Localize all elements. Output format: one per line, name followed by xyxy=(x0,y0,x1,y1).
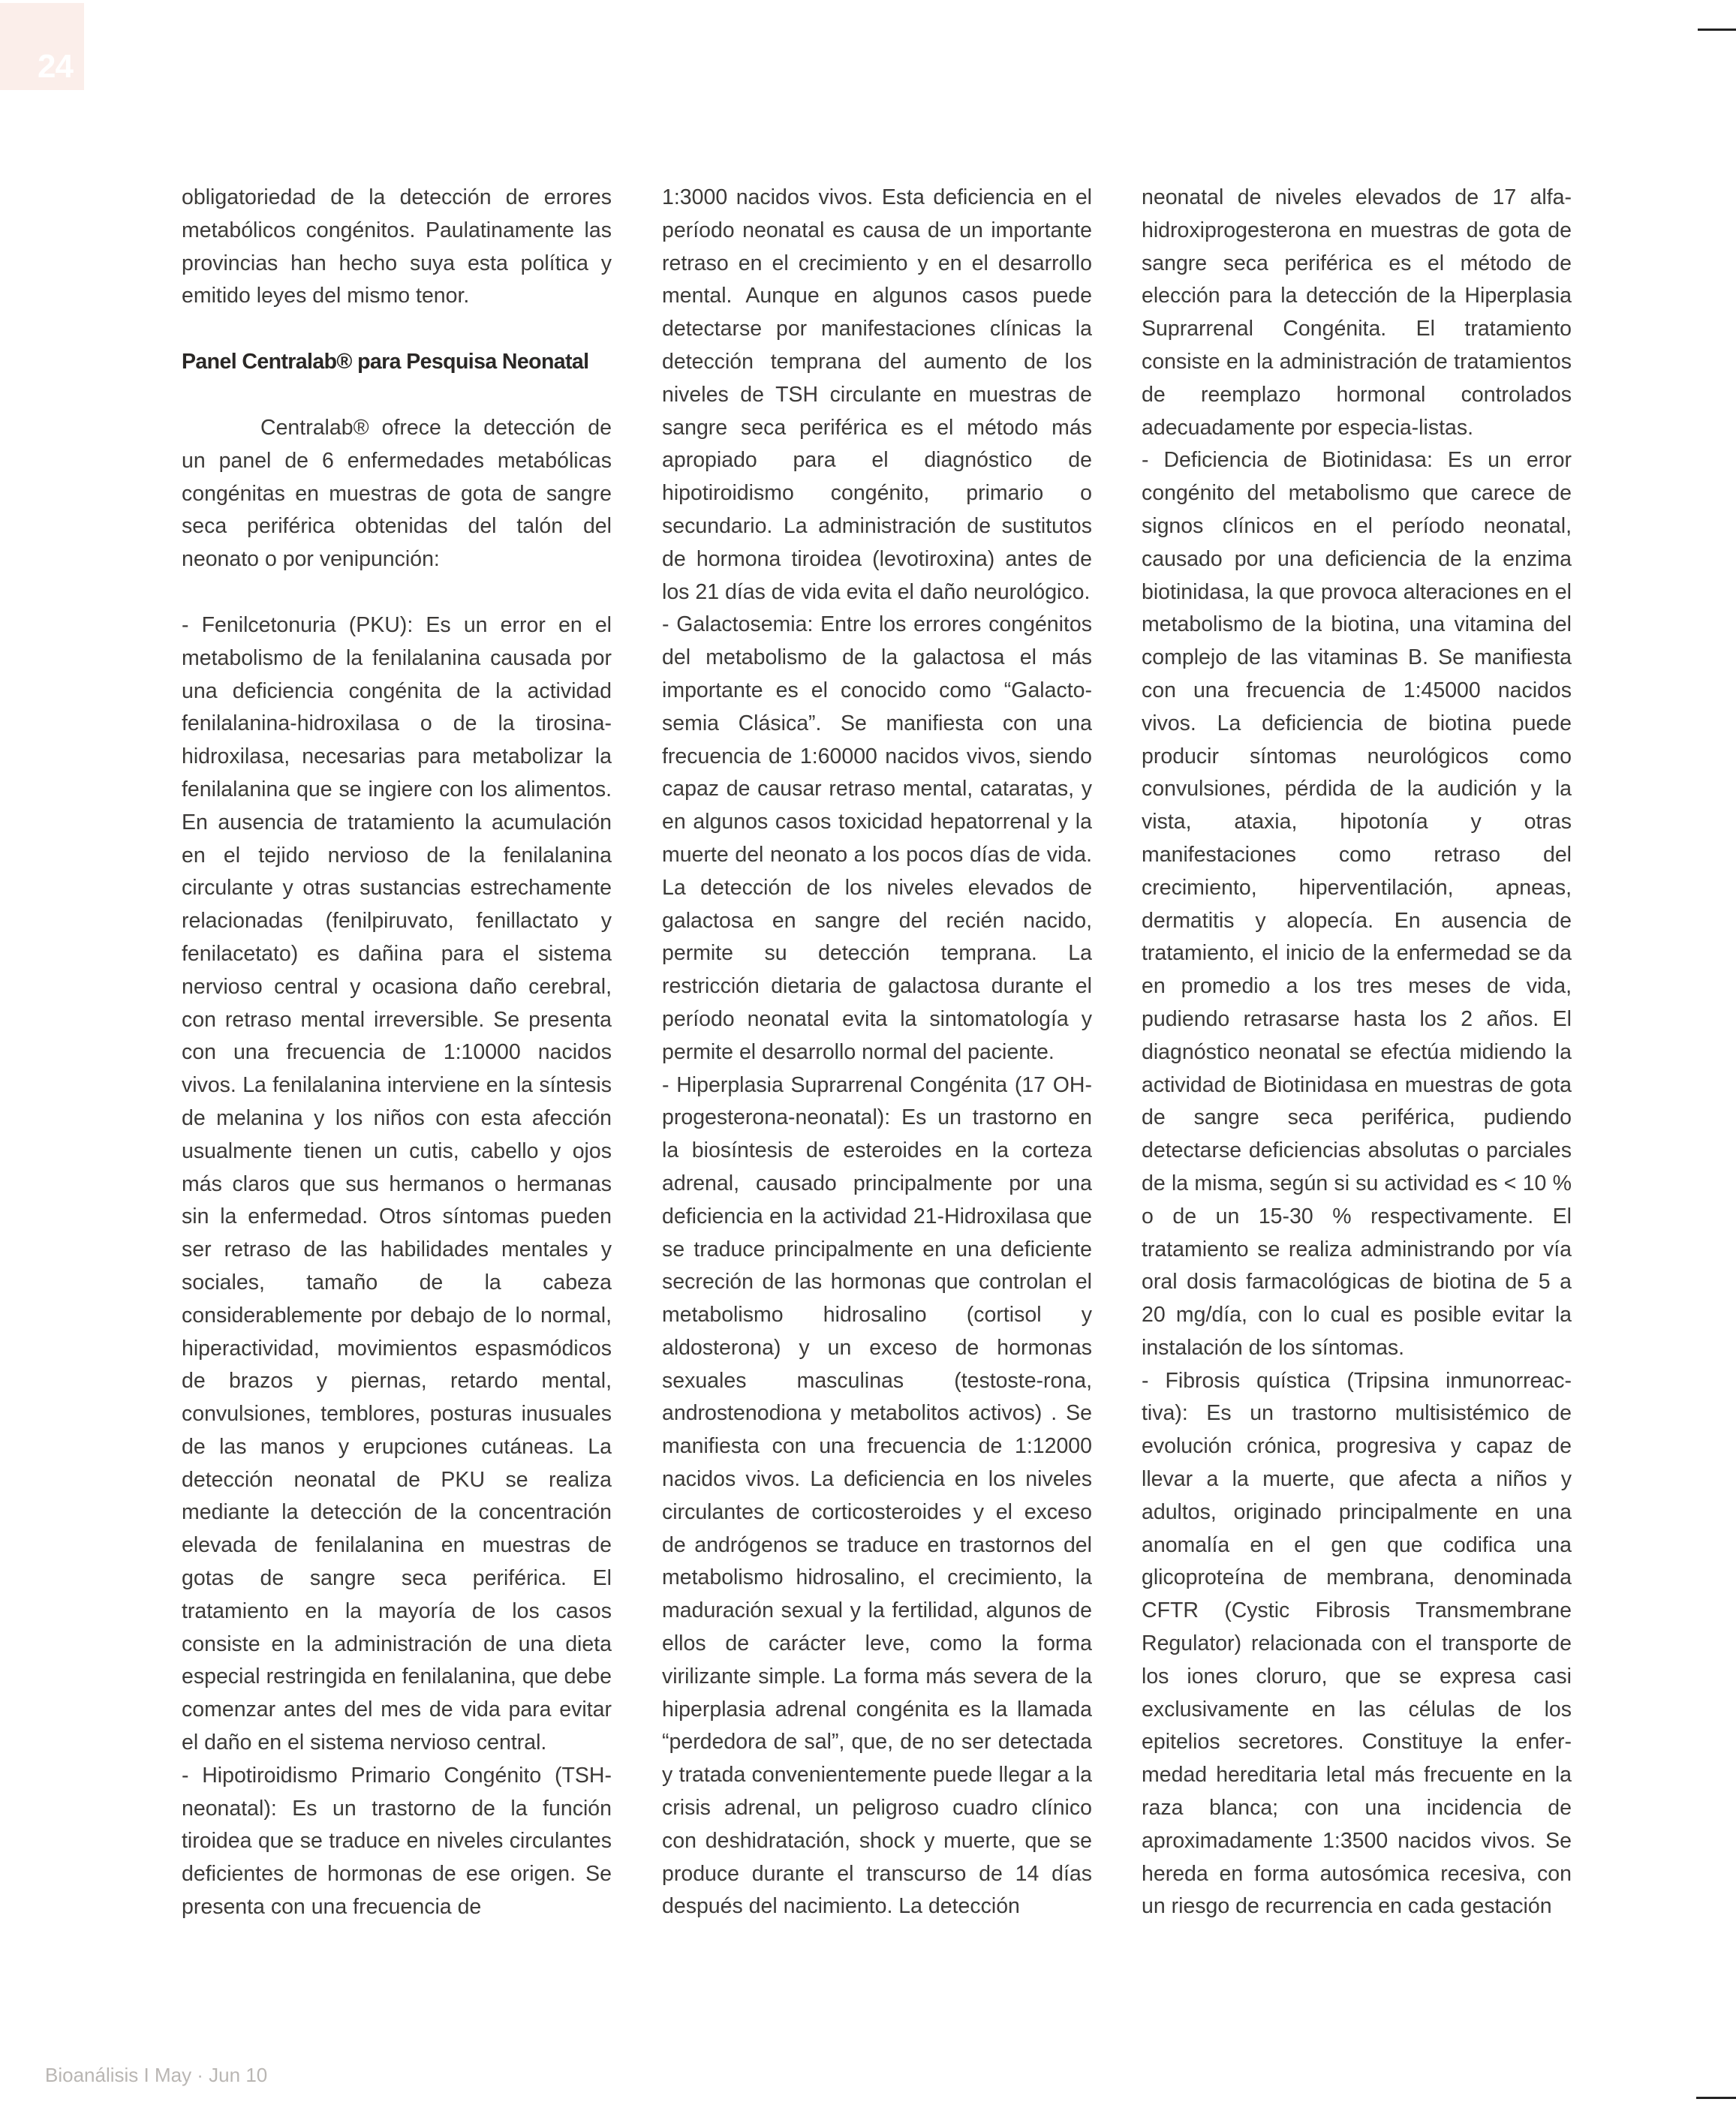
bottom-right-rule xyxy=(1696,2097,1736,2099)
paragraph: 1:3000 nacidos vivos. Esta deficiencia en el período neonatal es causa de un importante retraso en el crecimiento y en el desarrollo mental. Aunque en algunos casos puede detectarse por manifestaciones clínicas la detección temprana del aumento de los niveles de TSH circulante en muestras de sangre seca periférica es el método más apropiado para el diagnóstico de hipotiroidismo congénito, primario o secundario. La administración de sustitutos de hormona tiroidea (levotiroxina) antes de los 21 días de vida evita el daño neurológico. xyxy=(662,185,1092,604)
article-column-1 xyxy=(182,182,612,1924)
paragraph-hiperplasia: - Hiperplasia Suprarrenal Congénita (17 OH-progesterona-neonatal): Es un trastorno en la biosíntesis de esteroides en la corteza adrenal, causado principalmente por una deficiencia en la actividad 21-Hidroxilasa que se traduce principalmente en una deficiente secreción de las hormonas que controlan el metabolismo hidrosalino (cortisol y aldosterona) y un exceso de hormonas sexuales masculinas (testoste-rona, androstenodiona y metabolitos activos) . Se manifiesta con una frecuencia de 1:12000 nacidos vivos. La deficiencia en los niveles circulantes de corticosteroides y el exceso de andrógenos se traduce en trastornos del metabolismo hidrosalino, el crecimiento, la maduración sexual y la fertilidad, algunos de ellos de carácter leve, como la forma virilizante simple. La forma más severa de la hiperplasia adrenal congénita es la llamada “perdedora de sal”, que, de no ser detectada y tratada convenientemente puede llegar a la crisis adrenal, un peligroso cuadro clínico con deshidratación, shock y muerte, que se produce durante el transcurso de 14 días después del nacimiento. La detección xyxy=(662,1072,1092,1919)
article-column-2 xyxy=(662,182,1092,1923)
article-column-3 xyxy=(1142,182,1572,1923)
paragraph-pku: - Fenilcetonuria (PKU): Es un error en el metabolismo de la fenilalanina causada por una deficiencia congénita de la actividad fenilalanina-hidroxilasa o de la tirosina-hidroxilasa, necesarias para metabolizar la fenilalanina que se ingiere con los alimentos. En ausencia de tratamiento la acumulación en el tejido nervioso de la fenilalanina circulante y otras sustancias estrechamente relacionadas (fenilpiruvato, fenillactato y fenilacetato) es dañina para el sistema nervioso central y ocasiona daño cerebral, con retraso mental irreversible. Se presenta con una frecuencia de 1:10000 nacidos vivos. La fenilalanina interviene en la síntesis de melanina y los niños con esta afección usualmente tienen un cutis, cabello y ojos más claros que sus hermanos o hermanas sin la enfermedad. Otros síntomas pueden ser retraso de las habilidades mentales y sociales, tamaño de la cabeza considerablemente por debajo de lo normal, hiperactividad, movimientos espasmódicos de brazos y piernas, retardo mental, convulsiones, temblores, posturas inusuales de las manos y erupciones cutáneas. La detección neonatal de PKU se realiza mediante la detección de la concentración elevada de fenilalanina en muestras de gotas de sangre seca periférica. El tratamiento en la mayoría de los casos consiste en la administración de una dieta especial restringida en fenilalanina, que debe comenzar antes del mes de vida para evitar el daño en el sistema nervioso central. xyxy=(182,612,612,1755)
paragraph: obligatoriedad de la detección de errores metabólicos congénitos. Paulatinamente las provincias han hecho suya esta política y emitido leyes del mismo tenor. xyxy=(182,185,612,308)
paragraph-fibrosis-quistica: - Fibrosis quística (Tripsina inmunorreac-tiva): Es un trastorno multisistémico de evolución crónica, progresiva y capaz de llevar a la muerte, que afecta a niños y adultos, originado principalmente en una anomalía en el gen que codifica una glicoproteína de membrana, denominada CFTR (Cystic Fibrosis Transmembrane Regulator) relacionada con el transporte de los iones cloruro, que se expresa casi exclusivamente en las células de los epitelios secretores. Constituye la enfer-medad hereditaria letal más frecuente en la raza blanca; con una incidencia de aproximadamente 1:3500 nacidos vivos. Se hereda en forma autosómica recesiva, con un riesgo de recurrencia en cada gestación xyxy=(1142,1368,1572,1919)
paragraph-hipotiroidismo: - Hipotiroidismo Primario Congénito (TSH-neonatal): Es un trastorno de la función tiroidea que se traduce en niveles circulantes deficientes de hormonas de ese origen. Se presenta con una frecuencia de xyxy=(182,1763,612,1920)
paragraph: neonatal de niveles elevados de 17 alfa-hidroxiprogesterona en muestras de gota de sangre seca periférica es el método de elección para la detección de la Hiperplasia Suprarrenal Congénita. El tratamiento consiste en la administración de tratamientos de reemplazo hormonal controlados adecuadamente por especia-listas. xyxy=(1142,185,1572,440)
paragraph-biotinidasa: - Deficiencia de Biotinidasa: Es un error congénito del metabolismo que carece de signos clínicos en el período neonatal, causado por una deficiencia de la enzima biotinidasa, la que provoca alteraciones en el metabolismo de la biotina, una vitamina del complejo de las vitaminas B. Se manifiesta con una frecuencia de 1:45000 nacidos vivos. La deficiencia de biotina puede producir síntomas neurológicos como convulsiones, pérdida de la audición y la vista, ataxia, hipotonía y otras manifestaciones como retraso del crecimiento, hiperventilación, apneas, dermatitis y alopecía. En ausencia de tratamiento, el inicio de la enfermedad se da en promedio a los tres meses de vida, pudiendo retrasarse hasta los 2 años. El diagnóstico neonatal se efectúa midiendo la actividad de Biotinidasa en muestras de gota de sangre seca periférica, pudiendo detectarse deficiencias absolutas o parciales de la misma, según si su actividad es < 10 % o de un 15-30 % respectivamente. El tratamiento se realiza administrando por vía oral dosis farmacológicas de biotina de 5 a 20 mg/día, con lo cual es posible evitar la instalación de los síntomas. xyxy=(1142,448,1572,1360)
paragraph-galactosemia: - Galactosemia: Entre los errores congénitos del metabolismo de la galactosa el más importante es el conocido como “Galacto-semia Clásica”. Se manifiesta con una frecuencia de 1:60000 nacidos vivos, siendo capaz de causar retraso mental, cataratas, y en algunos casos toxicidad hepatorrenal y la muerte del neonato a los pocos días de vida. La detección de los niveles elevados de galactosa en sangre del recién nacido, permite su detección temprana. La restricción dietaria de galactosa durante el período neonatal evita la sintomatología y permite el desarrollo normal del paciente. xyxy=(662,612,1092,1064)
paragraph: Centralab® ofrece la detección de un panel de 6 enfermedades metabólicas congénitas en muestras de gota de sangre seca periférica obtenidas del talón del neonato o por venipunción: xyxy=(182,415,612,572)
footer-publication: Bioanálisis I May · Jun 10 xyxy=(45,2064,268,2086)
page-number: 24 xyxy=(38,48,73,85)
top-right-rule xyxy=(1698,29,1736,31)
section-heading: Panel Centralab® para Pesquisa Neonatal xyxy=(182,350,589,374)
